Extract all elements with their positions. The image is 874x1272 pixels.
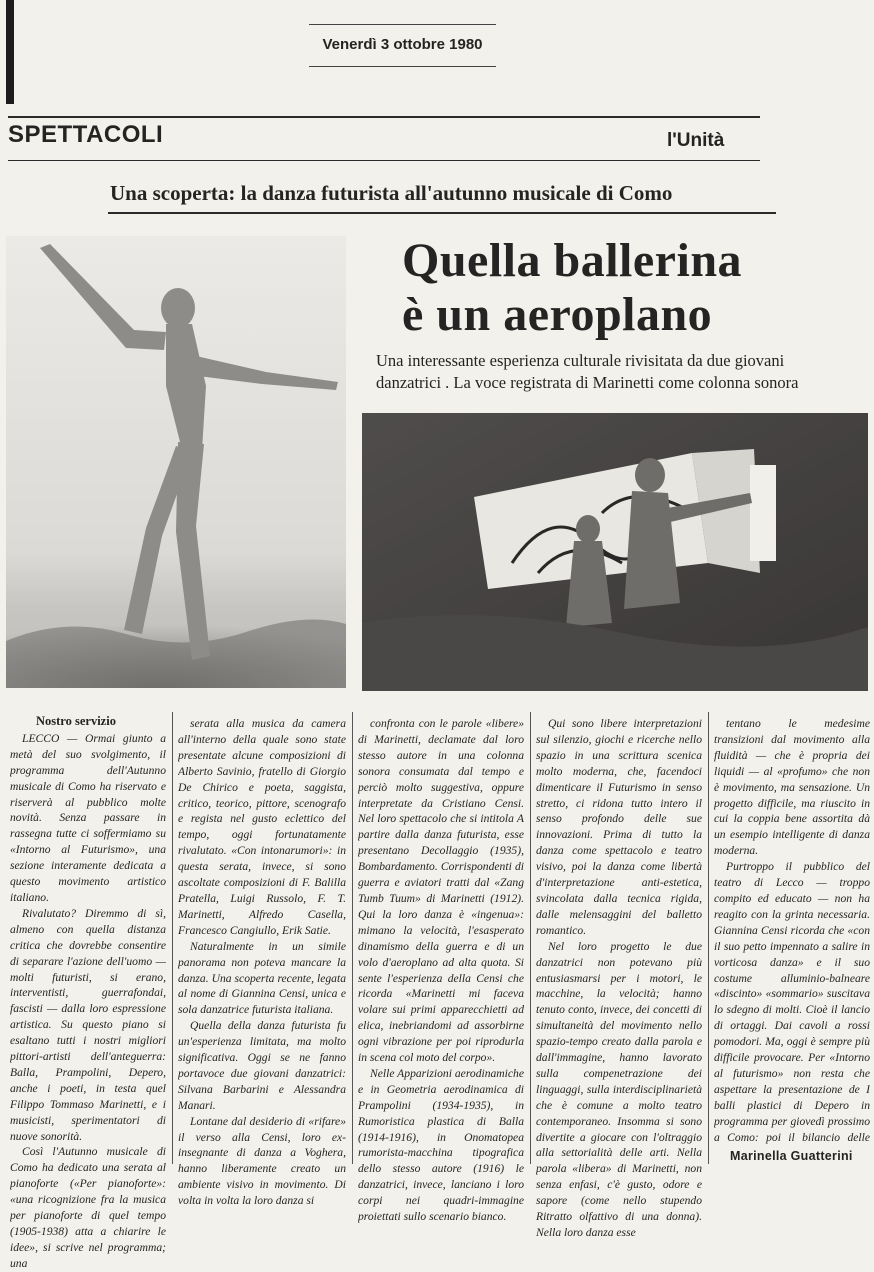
column-2-paragraph-3: Quella della danza futurista fu un'esperienza limitata, ma molto significativa. Oggi se ne fanno portavoce due giovani danzatrici: Silvana Barbarini e Alessandra Manari. (178, 1019, 346, 1112)
column-5-paragraph-2: Purtroppo il pubblico del teatro di Lecco — troppo compito ed educato — non ha reagito con la grinta necessaria. Giannina Censi ricorda che «con il suo petto impennato a salire in vorticosa danza» e il suo costume alluminio-balneare «discinto» «sommario» suscitava lo sdegno di molti. Cioè il lancio di ortaggi. Dai cavoli a rossi pomodori. Ma, oggi è sempre più difficile provocare. Per «Intorno al futurismo» non resta che aspettare la presentazione de I balli plastici di Depero in programma per giovedì prossimo a Como: poi il bilancio delle (714, 860, 870, 1144)
section-rule-top (8, 116, 760, 118)
column-4-paragraph-1: Qui sono libere interpretazioni sul silenzio, giochi e ricerche nello spazio in una scrittura scenica molto moderna, che, facendoci dimenticare il Futurismo in senso stretto, ci ridona tutto intero il senso profondo delle sue innovazioni. Prima di tutto la danza come spettacolo e teatro visivo, poi la danza come libertà d'interpretazione anti-estetica, svincolata dalla tecnica rigida, dalle melensaggini del balletto romantico. (536, 717, 702, 937)
column-4-paragraph-2: Nel loro progetto le due danzatrici non potevano più entusiasmarsi per i motori, le macchine, la velocità; hanno tenuto conto, invece, dei concetti di simultaneità del movimento nello spazio-tempo creato dalla parola e dall'immagine, hanno lavorato sulla compenetrazione dei linguaggi, sulla interdisciplinarietà che è comune a molto teatro contemporaneo. Insomma si sono divertite a giocare con l'oltraggio alla settorialità delle arti. Nella parola «libera» di Marinetti, non senza enfasi, c'è gusto, odore e sapore (come nello stupendo Ritratto olfattivo di una donna). Nella loro danza esse (536, 939, 702, 1239)
date-rule-bottom (309, 66, 496, 67)
dancer-photo (6, 236, 346, 688)
headline-line-2: è un aeroplano (402, 288, 713, 341)
article-column-4 (536, 716, 702, 1241)
section-rule-bottom (8, 160, 760, 161)
section-title: SPETTACOLI (8, 121, 164, 148)
column-3-paragraph-2: Nelle Apparizioni aerodinamiche e in Geometria aerodinamica di Prampolini (1934-1935), in Rumoristica plastica di Balla (1914-1916), in Onomatopea rumorista-macchina tipografica dello stesso autore (1916) le danzatrici, invece, lanciano i loro corpi nei quadri-immagine proiettati sullo scenario bianco. (358, 1066, 524, 1224)
newspaper-name: l'Unità (667, 130, 725, 151)
column-3-paragraph-1: confronta con le parole «libere» di Marinetti, declamate dal loro stesso autore in una colonna sonora consumata dal tempo e perciò molto suggestiva, oppure interpretate da Cristiano Censi. Nel loro spettacolo che si intitola A partire dalla danza futurista, esse presentano Decollaggio (1935), Bombardamento. Corrispondenti di guerra e aviatori tratti dal «Zang Tumb Tuum» di Marinetti (1912). Qui la loro danza è «ingenua»: mimano la velocità, l'esasperato dinamismo della guerra e di un volo d'aeroplano ad alta quota. Si sente l'esperienza della Censi che ricorda «Marinetti mi faceva volare sui primi apparecchietti ad elica, inebriandomi ad assorbirne ogni vibrazione per poi riprodurla in scena col moto del corpo». (358, 717, 524, 1065)
column-1-paragraph-2: Rivalutato? Diremmo di sì, almeno con quella distanza critica che dovrebbe consentire di separare l'azione dell'uomo — molti futuristi, si erano, interventisti, guerrafondai, fascisti — dalla loro espressione artistica. Su questo piano si esaltano tutti i nostri migliori pittori-artisti dell'anteguerra: Balla, Prampolini, Depero, anche i poeti, in testa quel Filippo Tommaso Marinetti, e i musicisti, sperimentatori di nuove sonorità. (10, 906, 166, 1143)
subheading-line-2: danzatrici . La voce registrata di Marinetti come colonna sonora (376, 373, 799, 392)
column-5-paragraph-1: tentano le medesime transizioni dal movimento alla fluidità — che è propria dei liquidi — al «profumo» che non è movimento, ma sensazione. Un progetto difficile, ma riuscito in cui la coppia bene assortita dà un esempio intelligente di danza moderna. (714, 717, 870, 858)
subheading-line-1: Una interessante esperienza culturale rivisitata da due giovani (376, 351, 785, 370)
column-2-paragraph-1: serata alla musica da camera all'interno della quale sono state presentate alcune composizioni di Alberto Savinio, fratello di Giorgio De Chirico e poeta, saggista, critico, teorico, pittore, scenografo e regista nel gusto eclettico del tempo, oggi fortunatamente rivalutato. «Con intonarumori»: in questa serata, invece, si sono ascoltate composizioni di F. Balilla Pratella, Luigi Russolo, F. T. Marinetti, Alfredo Casella, Francesco Cangiullo, Erik Satie. (178, 717, 346, 937)
column-divider-3 (530, 712, 531, 1164)
column-divider-2 (352, 712, 353, 1164)
column-divider-4 (708, 712, 709, 1164)
byline-nostro-servizio: Nostro servizio (36, 714, 116, 728)
article-kicker: Una scoperta: la danza futurista all'autunno musicale di Como (110, 181, 673, 205)
article-column-2 (178, 716, 346, 1209)
headline-line-1: Quella ballerina (402, 234, 743, 287)
page-edge-bar (6, 0, 14, 104)
column-2-paragraph-2: Naturalmente in un simile panorama non poteva mancare la danza. Una scoperta recente, legata al nome di Giannina Censi, unica e sola danzatrice futurista italiana. (178, 939, 346, 1017)
kicker-underline (108, 212, 776, 214)
article-subheading (376, 350, 866, 394)
article-column-1 (10, 714, 166, 1272)
article-column-3 (358, 716, 524, 1225)
date-rule-top (309, 24, 496, 25)
article-author: Marinella Guatterini (730, 1149, 853, 1163)
column-divider-1 (172, 712, 173, 1164)
stage-photo (362, 413, 868, 691)
article-headline (402, 234, 862, 342)
issue-date: Venerdì 3 ottobre 1980 (322, 36, 483, 53)
column-1-paragraph-1: LECCO — Ormai giunto a metà del suo svolgimento, il programma dell'Autunno musicale di Como ha riservato e riserverà al pubblico molte novità. Senza passare in rassegna tutte ci soffermiamo su «Intorno al Futurismo», una sezione interamente dedicata a questo movimento artistico italiano. (10, 731, 166, 904)
article-column-5 (714, 716, 870, 1144)
column-2-paragraph-4: Lontane dal desiderio di «rifare» il verso alla Censi, loro ex-insegnante di danza a Voghera, hanno liberamente creato un ambiente visivo in movimento. Di volta in volta la loro danza si (178, 1114, 346, 1208)
column-1-paragraph-3: Così l'Autunno musicale di Como ha dedicato una serata al pianoforte («Per pianoforte»: «una ricognizione fra la musica per pianoforte di quel tempo (1905-1938) atta a chiarire le idee», si scrive nel programma; una (10, 1145, 166, 1270)
